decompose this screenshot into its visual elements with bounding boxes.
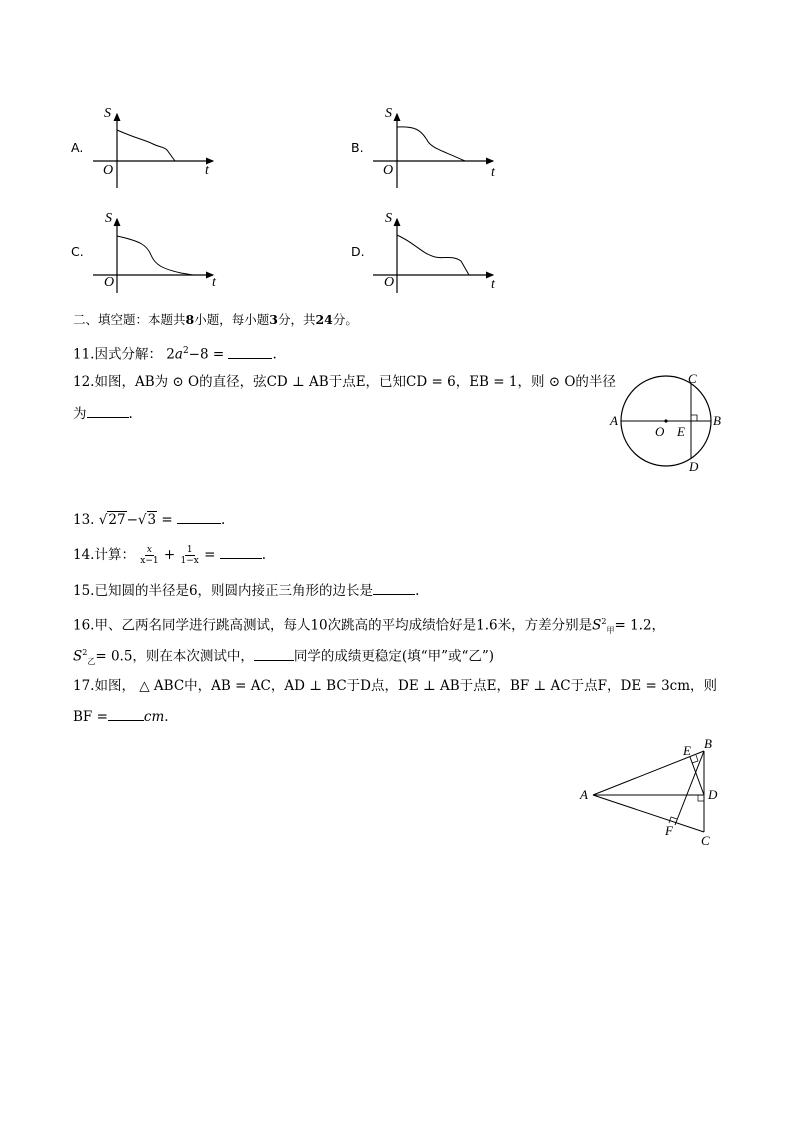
- fig12-label-d: D: [689, 459, 699, 474]
- option-a-s-label: S: [104, 106, 111, 121]
- option-b-label: B.: [351, 140, 364, 155]
- question-14: 14.计算： $\frac{x}{x-1}$ + $\frac{1}{1-x}$ = .: [73, 545, 267, 566]
- question-13: 13. √27−√3 = .: [73, 509, 225, 530]
- answer-blank-14[interactable]: [220, 544, 262, 559]
- triangle-figure: [575, 735, 725, 850]
- fig12-label-e: E: [677, 424, 685, 439]
- answer-blank-17[interactable]: [108, 706, 144, 721]
- section-heading: 二、填空题：本题共8小题，每小题3分，共24分。: [73, 312, 358, 327]
- fig12-label-c: C: [688, 371, 697, 386]
- answer-blank-15[interactable]: [373, 580, 415, 595]
- question-17-line1: 17.如图， △ ABC中，AB = AC，AD ⊥ BC于D点，DE ⊥ AB于点E，BF ⊥ AC于点F，DE = 3cm，则: [73, 678, 718, 694]
- option-d-s-label: S: [385, 211, 392, 226]
- question-16-line2: $S^2_乙= 0.5$，则在本次测试中， 同学的成绩更稳定(填“甲”或“乙”): [73, 643, 494, 672]
- fig17-label-d: D: [708, 787, 718, 802]
- question-17-line2: BF = cm.: [73, 706, 169, 727]
- fig12-label-o: O: [655, 424, 665, 439]
- answer-blank-12[interactable]: [87, 403, 129, 418]
- question-16-line1: 16.甲、乙两名同学进行跳高测试，每人10次跳高的平均成绩恰好是1.6米，方差分别是$S^2_甲= 1.2$，: [73, 617, 666, 636]
- option-d-t-label: t: [491, 277, 495, 292]
- question-15: 15.已知圆的半径是6，则圆内接正三角形的边长是 .: [73, 580, 419, 601]
- fig12-label-a: A: [610, 413, 618, 428]
- question-11: 11.因式分解： $2a^2-8$ = .: [73, 341, 277, 365]
- answer-blank-16[interactable]: [254, 646, 294, 661]
- option-b-o-label: O: [383, 163, 394, 178]
- option-a-label: A.: [71, 140, 84, 155]
- option-a-t-label: t: [205, 163, 209, 178]
- fig17-label-c: C: [701, 833, 710, 848]
- option-a-o-label: O: [103, 163, 114, 178]
- question-12-line2: 为 .: [73, 403, 133, 424]
- option-b-s-label: S: [385, 106, 392, 121]
- option-c-s-label: S: [105, 211, 112, 226]
- option-d-o-label: O: [384, 275, 395, 290]
- fig17-label-a: A: [580, 787, 588, 802]
- option-c-label: C.: [71, 244, 84, 259]
- answer-blank-11[interactable]: [228, 344, 272, 359]
- option-b-t-label: t: [491, 165, 495, 180]
- option-d-label: D.: [351, 244, 365, 259]
- fig12-label-b: B: [713, 413, 721, 428]
- option-c-o-label: O: [104, 275, 115, 290]
- fig17-label-b: B: [704, 736, 712, 751]
- fig17-label-f: F: [665, 823, 673, 838]
- question-12-line1: 12.如图，AB为 ⊙ O的直径，弦CD ⊥ AB于点E，已知CD = 6，EB = 1，则 ⊙ O的半径: [73, 374, 616, 390]
- fig17-label-e: E: [683, 743, 691, 758]
- circle-figure: [600, 368, 730, 478]
- option-c-t-label: t: [212, 275, 216, 290]
- answer-blank-13[interactable]: [177, 509, 221, 524]
